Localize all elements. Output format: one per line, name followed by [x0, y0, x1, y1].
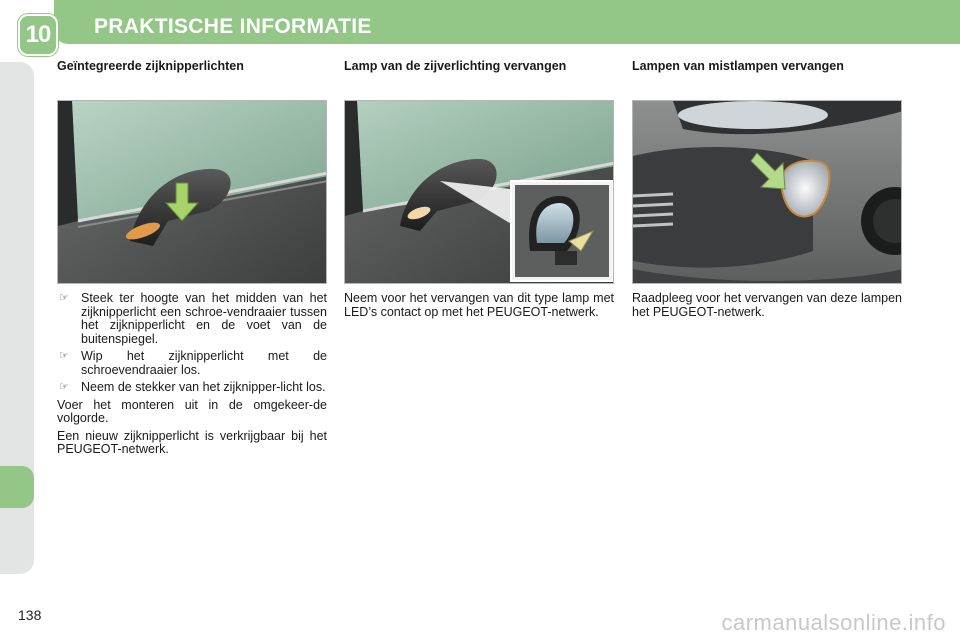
page-title: PRAKTISCHE INFORMATIE — [94, 15, 372, 38]
pointing-hand-icon: ☞ — [59, 350, 69, 362]
section-body — [344, 292, 614, 319]
instruction-item: ☞ Wip het zijknipperlicht met de schroevendraaier los. — [59, 349, 327, 377]
figure-fog-lamp — [632, 100, 902, 284]
page-number: 138 — [18, 607, 42, 623]
chapter-side-tab[interactable] — [0, 466, 34, 508]
column-fog-lamps — [632, 60, 902, 323]
pointing-hand-icon: ☞ — [59, 292, 69, 304]
fog-lamp-illustration — [633, 101, 902, 284]
chapter-badge: 10 — [18, 14, 58, 56]
column-side-light — [344, 60, 614, 323]
mirror-led-illustration — [345, 101, 614, 284]
instruction-item: ☞ Steek ter hoogte van het midden van het zijknipperlicht een schroe-vendraaier tussen het zijknipperlicht en de voet van de buitenspiegel. — [59, 291, 327, 346]
section-body — [632, 292, 902, 319]
instruction-item: ☞ Neem de stekker van het zijknipper-licht los. — [59, 380, 326, 394]
figure-mirror-indicator — [57, 100, 327, 284]
paragraph: Raadpleeg voor het vervangen van deze lampen het PEUGEOT-netwerk. — [632, 291, 902, 319]
paragraph: Voer het monteren uit in de omgekeer-de volgorde. — [57, 397, 327, 425]
watermark: carmanualsonline.info — [721, 610, 946, 635]
section-title: Geïntegreerde zijknipperlichten — [57, 59, 244, 73]
paragraph: Een nieuw zijknipperlicht is verkrijgbaar bij het PEUGEOT-netwerk. — [57, 428, 327, 456]
pointing-hand-icon: ☞ — [59, 381, 69, 393]
paragraph: Neem voor het vervangen van dit type lamp met LED’s contact op met het PEUGEOT-netwerk. — [344, 291, 614, 319]
column-side-indicators — [57, 60, 327, 461]
mirror-indicator-illustration — [58, 101, 327, 284]
section-title: Lampen van mistlampen vervangen — [632, 59, 844, 73]
section-body — [57, 292, 327, 457]
section-title: Lamp van de zijverlichting vervangen — [344, 59, 567, 73]
figure-mirror-led — [344, 100, 614, 284]
